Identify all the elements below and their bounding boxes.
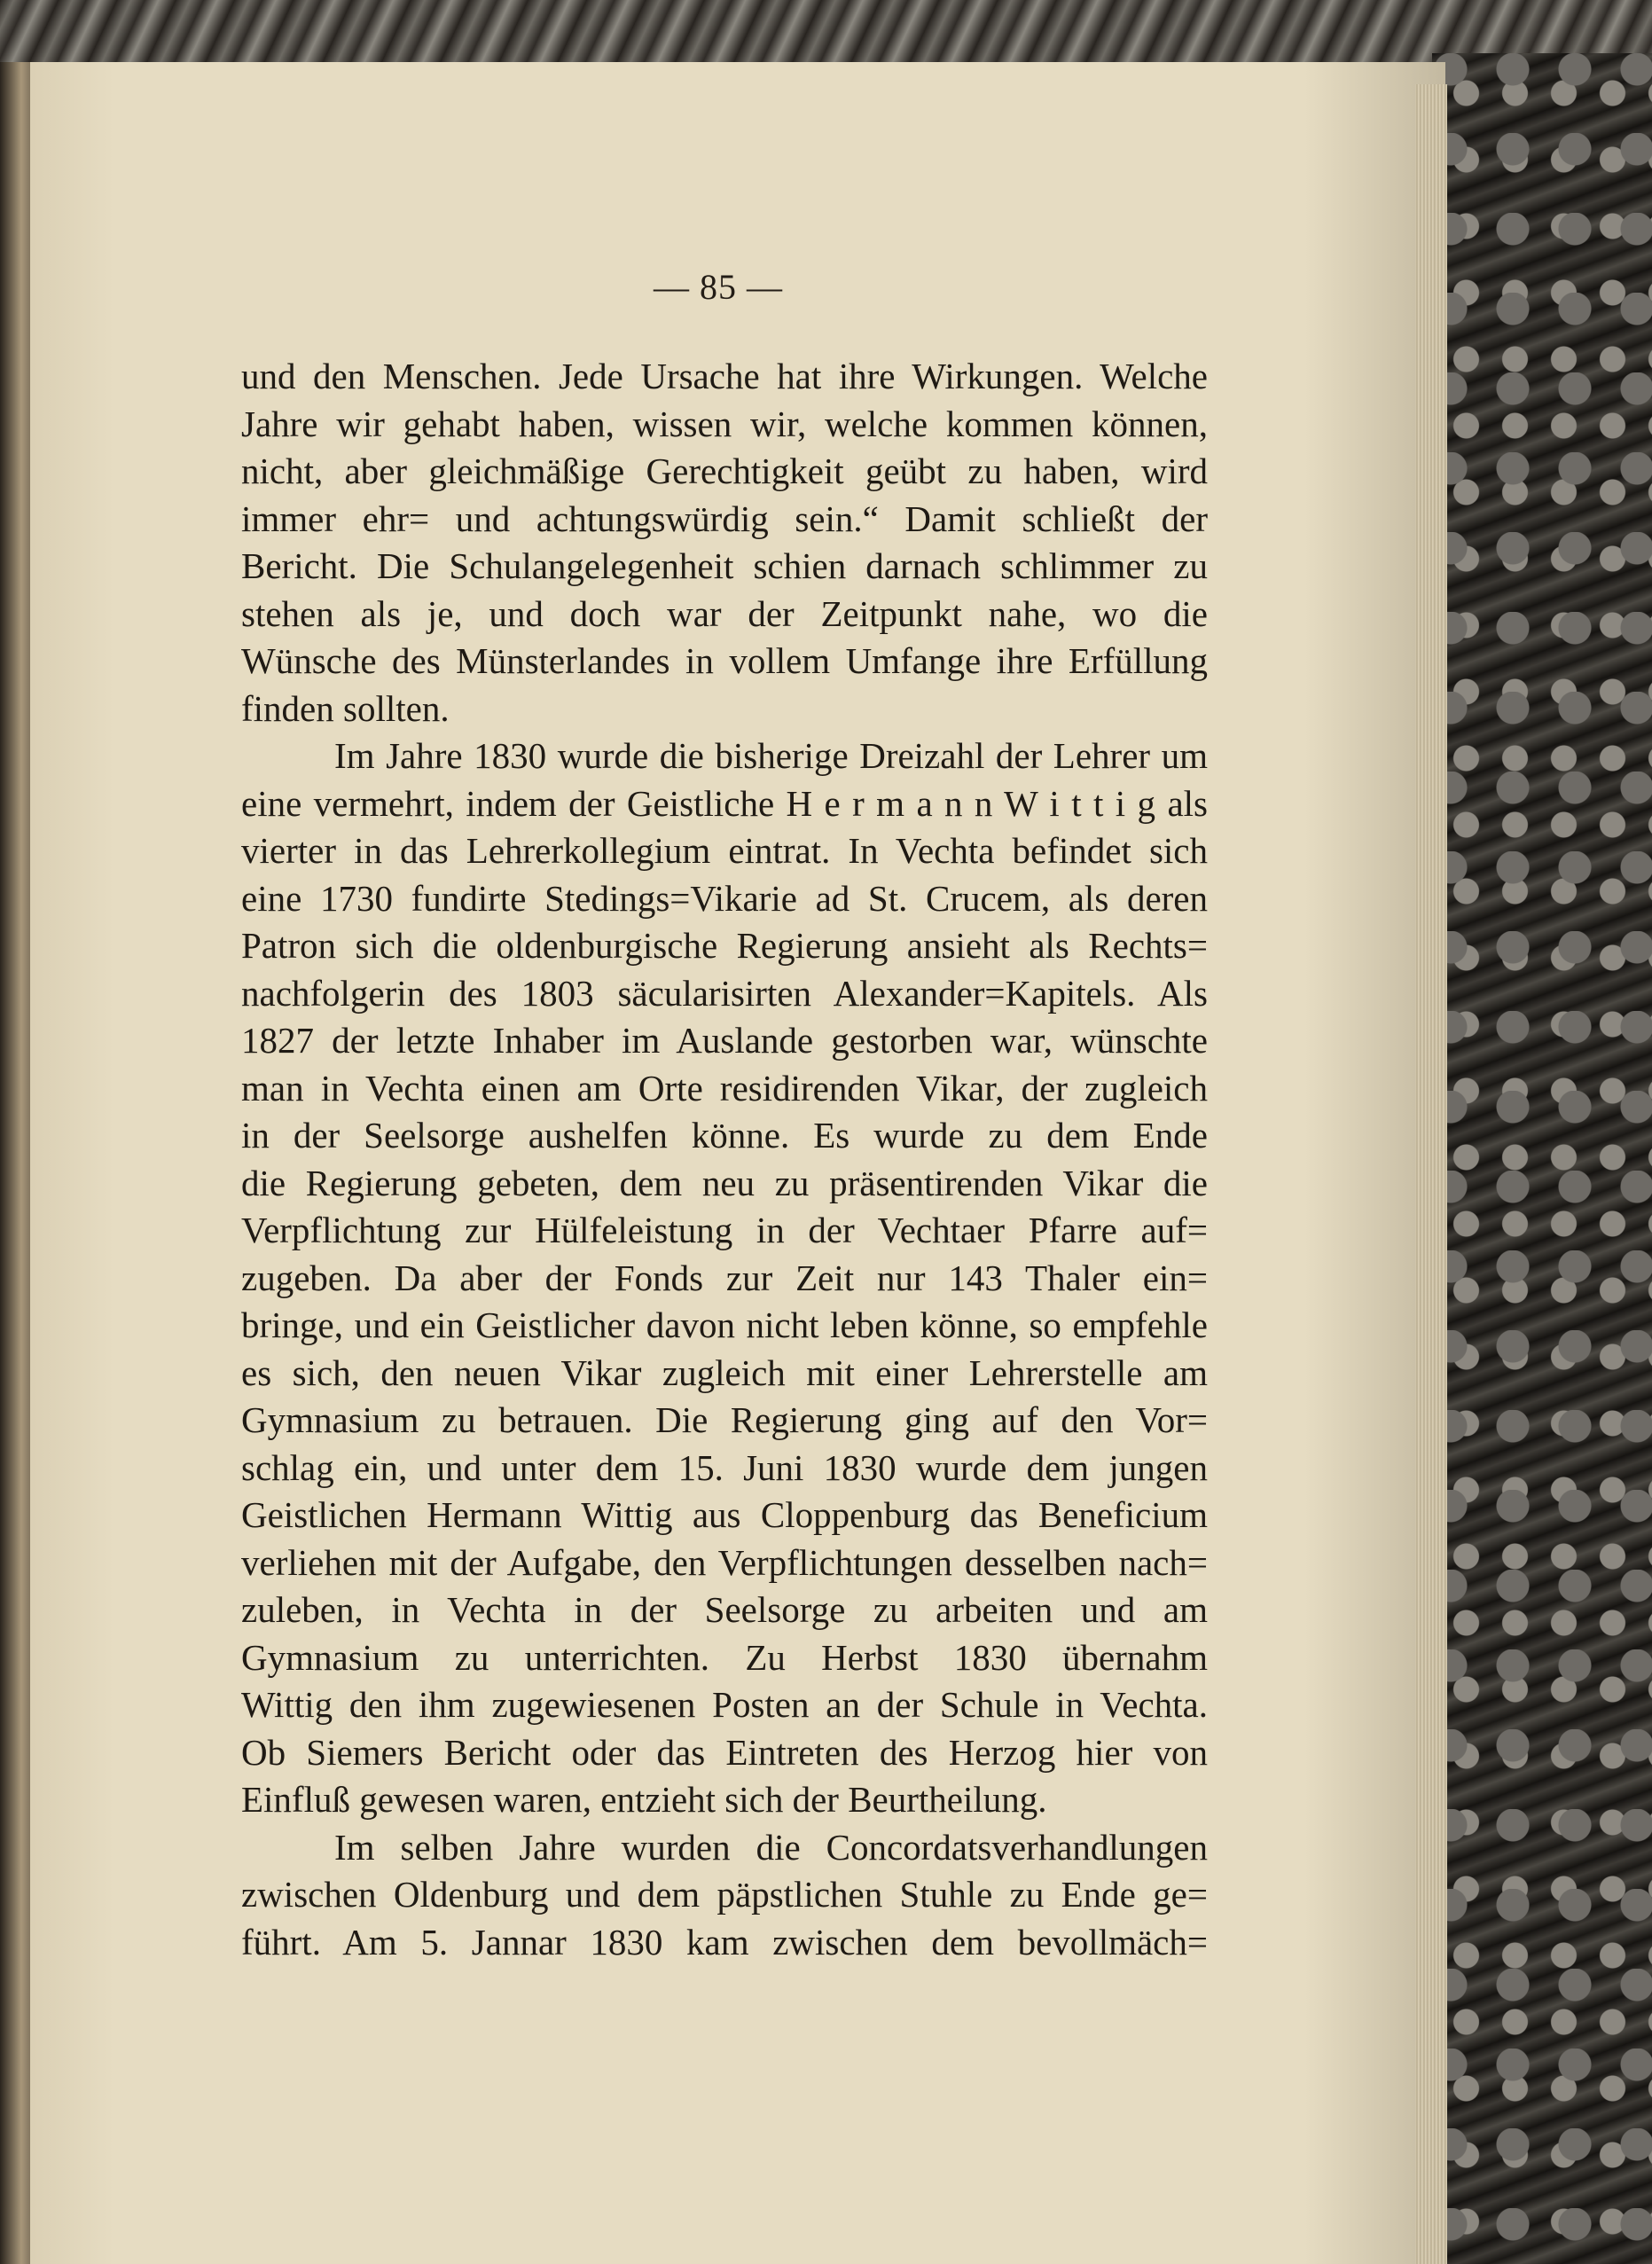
text-line: zwischen Oldenburg und dem päpstlichen Stuhle zu Ende ge= <box>241 1874 1208 1915</box>
text-line: Jahre wir gehabt haben, wissen wir, welche kommen können, <box>241 403 1208 444</box>
text-line: Verpflichtung zur Hülfeleistung in der Vechtaer Pfarre auf= <box>241 1210 1208 1250</box>
page-stack-edge <box>1415 84 1447 2264</box>
text-line: stehen als je, und doch war der Zeitpunkt nahe, wo die <box>241 592 1208 634</box>
text-line: Ob Siemers Bericht oder das Eintreten des Herzog hier von <box>241 1731 1208 1773</box>
text-line: schlag ein, und unter dem 15. Juni 1830 wurde dem jungen <box>241 1446 1208 1488</box>
text-line: Einfluß gewesen waren, entzieht sich der Beurtheilung. <box>241 1779 1047 1820</box>
text-line: vierter in das Lehrerkollegium eintrat. In Vechta befindet sich <box>241 830 1208 871</box>
text-line: es sich, den neuen Vikar zugleich mit einer Lehrerstelle am <box>241 1351 1208 1393</box>
text-line: 1827 der letzte Inhaber im Auslande gestorben war, wünschte <box>241 1020 1208 1061</box>
text-line: man in Vechta einen am Orte residirenden Vikar, der zugleich <box>241 1067 1208 1108</box>
text-line: zugeben. Da aber der Fonds zur Zeit nur 143 Thaler ein= <box>241 1257 1208 1298</box>
text-line: Im selben Jahre wurden die Concordatsverhandlungen <box>334 1826 1208 1868</box>
text-line: Im Jahre 1830 wurde die bisherige Dreizahl der Lehrer um <box>334 735 1208 776</box>
text-line: Wittig den ihm zugewiesenen Posten an der Schule in Vechta. <box>241 1684 1208 1725</box>
text-line: nachfolgerin des 1803 säcularisirten Alexander=Kapitels. Als <box>241 972 1208 1014</box>
text-line: Geistlichen Hermann Wittig aus Cloppenburg das Beneficium <box>241 1494 1208 1535</box>
text-line: Bericht. Die Schulangelegenheit schien darnach schlimmer zu <box>241 545 1208 586</box>
text-line: nicht, aber gleichmäßige Gerechtigkeit geübt zu haben, wird <box>241 450 1208 491</box>
text-line: und den Menschen. Jede Ursache hat ihre Wirkungen. Welche <box>241 356 1208 396</box>
text-line: bringe, und ein Geistlicher davon nicht leben könne, so empfehle <box>241 1304 1208 1345</box>
text-line: finden sollten. <box>241 687 450 729</box>
text-line: verliehen mit der Aufgabe, den Verpflichtungen desselben nach= <box>241 1541 1208 1583</box>
marbled-cover <box>1432 53 1652 2264</box>
text-line: Gymnasium zu betrauen. Die Regierung ging auf den Vor= <box>241 1399 1208 1440</box>
text-line: in der Seelsorge aushelfen könne. Es wurde zu dem Ende <box>241 1115 1208 1156</box>
text-line: Wünsche des Münsterlandes in vollem Umfange ihre Erfüllung <box>241 640 1208 681</box>
text-line: zuleben, in Vechta in der Seelsorge zu arbeiten und am <box>241 1589 1208 1630</box>
text-line: immer ehr= und achtungswürdig sein.“ Damit schließt der <box>241 497 1208 539</box>
text-line: eine 1730 fundirte Stedings=Vikarie ad St. Crucem, als deren <box>241 877 1208 919</box>
text-line: Patron sich die oldenburgische Regierung ansieht als Rechts= <box>241 925 1208 966</box>
body-text <box>241 353 1208 1966</box>
text-line: die Regierung gebeten, dem neu zu präsentirenden Vikar die <box>241 1162 1208 1203</box>
text-line: Gymnasium zu unterrichten. Zu Herbst 1830 übernahm <box>241 1636 1208 1678</box>
text-line: eine vermehrt, indem der Geistliche H e r m a n n W i t t i g als <box>241 782 1208 824</box>
text-line: führt. Am 5. Jannar 1830 kam zwischen dem bevollmäch= <box>241 1921 1208 1962</box>
page-number: — 85 — <box>654 267 783 307</box>
